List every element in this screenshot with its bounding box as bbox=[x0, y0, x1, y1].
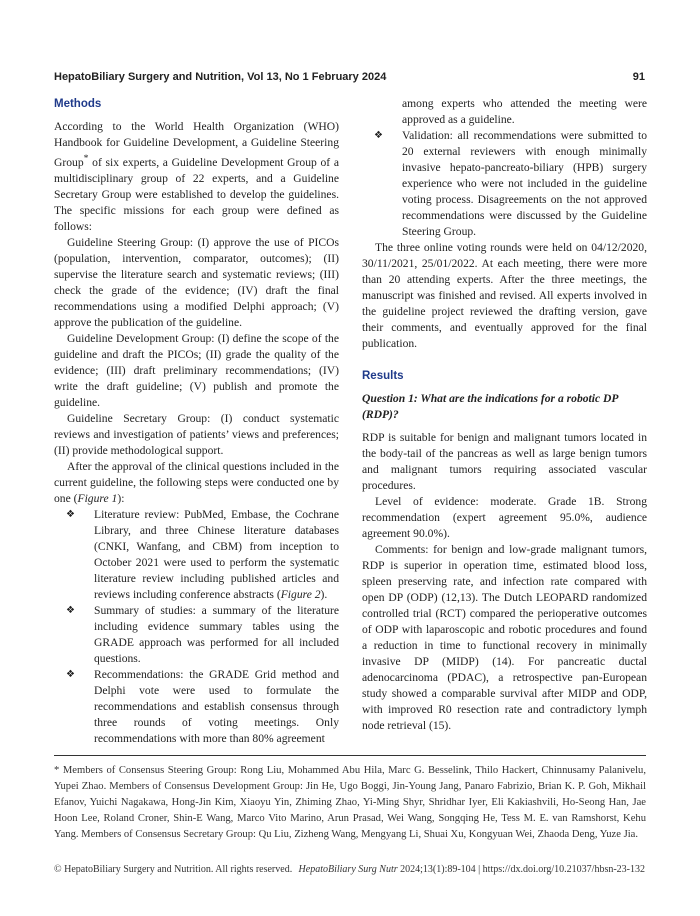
doi-link[interactable]: 2024;13(1):89-104 | https://dx.doi.org/10.21037/hbsn-23-132 bbox=[397, 864, 645, 875]
recommendation-paragraph: RDP is suitable for benign and malignant tumors located in the body-tail of the pancreas as well as large benign tumors and malignant tumors requiring associated vascular procedures. bbox=[362, 431, 647, 492]
methods-intro-paragraph: According to the World Health Organization (WHO) Handbook for Guideline Development, a Guideline Steering Group* of six experts, a Guideline Development Group of a multidisciplinary group of 22 experts, and a Guideline Secretary Group were established to develop the guidelines. The specific missions for each group were defined as follows: bbox=[54, 120, 339, 233]
diamond-cross-bullet-icon: ❖ bbox=[66, 604, 75, 616]
footnote-marker: * bbox=[83, 153, 89, 164]
list-item-recommendations: ❖ Recommendations: the GRADE Grid method and Delphi vote were used to formulate the recommendations and establish consensus through three rounds of voting meetings. Only recommendations with more than 80% agreement bbox=[66, 667, 339, 745]
figure-1-reference[interactable]: Figure 1 bbox=[77, 491, 118, 505]
voting-rounds-paragraph: The three online voting rounds were held on 04/12/2020, 30/11/2021, 25/01/2022. At each meeting, there were more than 20 attending experts. After the three meetings, the manuscript was finished and revised. All experts involved in the guideline project reviewed the drafting version, gave their comments, and eventually approved for the final publication. bbox=[362, 241, 647, 350]
right-column bbox=[362, 96, 647, 734]
left-column bbox=[54, 96, 339, 747]
figure-2-reference[interactable]: Figure 2 bbox=[280, 587, 321, 601]
footnote-members: * Members of Consensus Steering Group: Rong Liu, Mohammed Abu Hila, Marc G. Besselink, Thilo Hackert, Chinnusamy Palanivelu, Yupei Zhao. Members of Consensus Development Group: Jin He, Ugo Boggi, Jin-Young Jang, Panaro Fabrizio, Brian K. P. Goh, Mikhail Efanov, Yuichi Nagakawa, Hong-Jin Kim, Xiaoyu Yin, Zhiming Zhao, Yi-Ming Shyr, Shridhar Iyer, Eli Kakiashvili, Ho-Seong Han, Jae Hoon Lee, Roland Croner, Shin-E Wang, Marco Vito Marino, Arun Prasad, Wei Wang, Songqing He, Tess M. E. van Ramshorst, Kehu Yang. Members of Consensus Secretary Group: Qu Liu, Zizheng Wang, Mengyang Li, Shuai Xu, Kongyuan Wei, Zhaoda Deng, Yuze Jia. bbox=[54, 765, 646, 840]
diamond-cross-bullet-icon: ❖ bbox=[66, 508, 75, 520]
diamond-cross-bullet-icon: ❖ bbox=[374, 130, 383, 141]
comments-paragraph: Comments: for benign and low-grade malignant tumors, RDP is superior in operation time, estimated blood loss, spleen preserving rate, and infection rate compared with open DP (ODP) (12,13). The Dutch LEOPARD randomized controlled trial (RCT) compared the perioperative outcomes of ODP with laparoscopic and robotic procedures and found a reduction in time to functional recovery in minimally invasive DP (MIDP) (14). For pancreatic ductal adenocarcinoma (PDAC), a retrospective pan-European study showed a comparable survival after MIDP and ODP, with improved R0 resection rate and contradictory lymph node retrieval (15). bbox=[362, 543, 647, 732]
footer-citation: HepatoBiliary Surg Nutr 2024;13(1):89-104 | https://dx.doi.org/10.21037/hbsn-23-132 bbox=[298, 864, 645, 875]
footer-copyright: © HepatoBiliary Surgery and Nutrition. All rights reserved. bbox=[54, 864, 293, 875]
list-item-summary-of-studies: ❖ Summary of studies: a summary of the literature including evidence summary tables using the GRADE approach was performed for all included questions. bbox=[66, 603, 339, 665]
question-1-heading: Question 1: What are the indications for a robotic DP (RDP)? bbox=[362, 392, 619, 421]
steps-list-continued bbox=[362, 128, 647, 240]
results-heading: Results bbox=[362, 370, 404, 382]
list-item-validation: ❖ Validation: all recommendations were submitted to 20 external reviewers with enough minimally invasive hepato-pancreato-biliary (HPB) surgery experience who were not included in the guideline voting process. Disagreements on the not approved recommendations were discussed by the Guideline Steering Group. bbox=[374, 129, 647, 238]
development-group-paragraph: Guideline Development Group: (I) define the scope of the guideline and draft the PICOs; (II) grade the quality of the evidence; (III) draft preliminary recommendations; (IV) write the draft guideline; (V) publish and promote the guideline. bbox=[54, 331, 339, 409]
steps-list bbox=[54, 507, 339, 747]
footnote-marker: * bbox=[54, 765, 60, 776]
methods-heading: Methods bbox=[54, 98, 102, 110]
secretary-group-paragraph: Guideline Secretary Group: (I) conduct systematic reviews and investigation of patients’ views and preferences; (II) provide methodological support. bbox=[54, 411, 339, 457]
page-number: 91 bbox=[632, 71, 645, 83]
level-of-evidence-paragraph: Level of evidence: moderate. Grade 1B. Strong recommendation (expert agreement 95.0%, audience agreement 90.0%). bbox=[362, 495, 647, 540]
running-header-journal: HepatoBiliary Surgery and Nutrition, Vol 13, No 1 February 2024 bbox=[54, 71, 387, 83]
steps-intro-paragraph: After the approval of the clinical questions included in the current guideline, the following steps were conducted one by one (Figure 1): bbox=[54, 459, 339, 505]
diamond-cross-bullet-icon: ❖ bbox=[66, 668, 75, 680]
steering-group-paragraph: Guideline Steering Group: (I) approve the use of PICOs (population, intervention, comparator, outcomes); (II) supervise the literature search and systematic reviews; (III) check the grade of the evidence; (IV) draft the final recommendations using a modified Delphi approach; (V) approve the publication of the guideline. bbox=[54, 235, 339, 329]
footnote-divider bbox=[54, 755, 646, 756]
list-item-recommendations-continued: among experts who attended the meeting were approved as a guideline. bbox=[402, 97, 647, 126]
list-item-literature-review: ❖ Literature review: PubMed, Embase, the Cochrane Library, and three Chinese literature databases (CNKI, Wanfang, and CBM) from inception to October 2021 were used to perform the systematic literature review including published articles and reviews including conference abstracts (Figure 2). bbox=[66, 507, 339, 601]
